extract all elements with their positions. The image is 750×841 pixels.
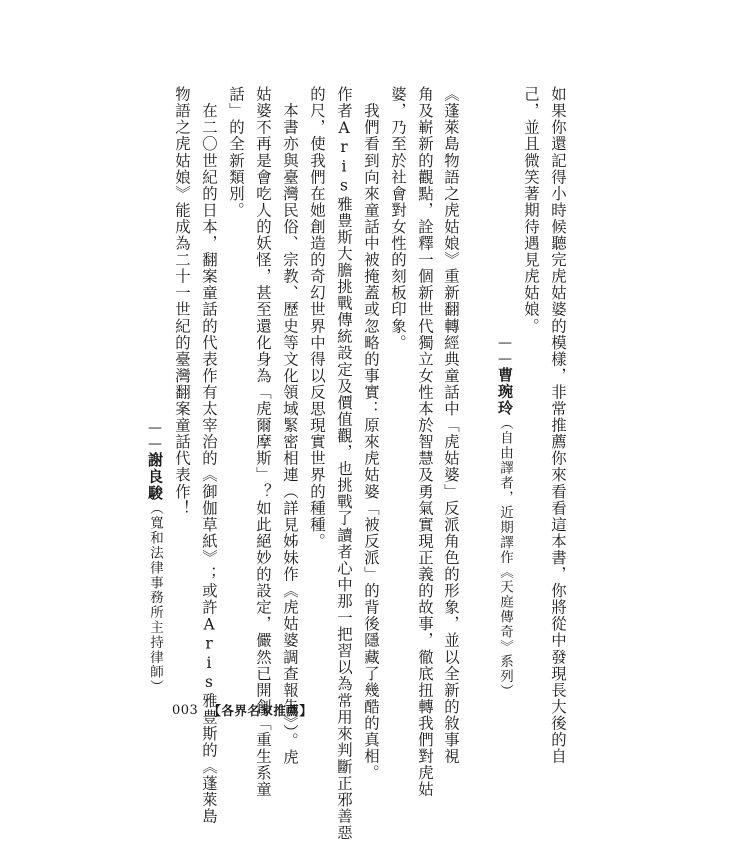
rec2-credit: [145, 420, 164, 695]
rec2-line-10: 在二〇世紀的日本，翻案童話的代表作有太宰治的《御伽草紙》；或許Aris雅豊斯的《蓬萊島: [200, 86, 218, 825]
rec1-credit-role: （自由譯者，近期譯作《天庭傳奇》系列）: [497, 415, 513, 700]
rec2-credit-role: （寬和法律事務所主持律師）: [147, 500, 163, 695]
rec2-line-4: 我們看到向來童話中被掩蓋或忽略的事實：原來虎姑婆「被反派」的背後隱藏了幾酷的真相。: [362, 86, 380, 782]
rec1-credit: [495, 335, 514, 699]
rec2-line-6: 的尺，使我們在她創造的奇幻世界中得以反思現實世界的種種。: [308, 86, 326, 550]
rec2-line-3: 婆，乃至於社會對女性的刻板印象。: [389, 86, 407, 351]
rec2-line-11: 物語之虎姑娘》能成為二十一世紀的臺灣翻案童話代表作！: [173, 86, 191, 517]
rec2-credit-dash: ——: [147, 420, 163, 452]
rec1-credit-dash: ——: [497, 335, 513, 367]
rec2-line-2: 角及嶄新的觀點，詮釋一個新世代獨立女性本於智慧及勇氣實現正義的故事，徹底扭轉我們對虎姑: [416, 86, 434, 798]
rec2-line-1: 《蓬萊島物語之虎姑娘》重新翻轉經典童話中「虎姑婆」反派角色的形象，並以全新的敘事視: [442, 86, 460, 765]
rec1-line-1: 如果你還記得小時候聽完虎姑婆的模樣，非常推薦你來看看這本書，你將從中發現長大後的自: [549, 86, 567, 765]
section-title: 【各界名家推薦】: [208, 703, 313, 718]
rec1-line-2: 己，並且微笑著期待遇見虎姑娘。: [522, 86, 540, 335]
rec1-credit-name: 曹琬玲: [496, 367, 514, 416]
rec2-line-8: 姑婆不再是會吃人的妖怪，甚至還化身為「虎爾摩斯」？如此絕妙的設定，儼然已開創「重生系童: [254, 86, 272, 798]
page-number: 003: [172, 702, 199, 718]
rec2-line-7: 本書亦與臺灣民俗、宗教、歷史等文化領域緊密相連（詳見姊妹作《虎姑婆調查報告》）。虎: [281, 86, 299, 766]
page-footer: [172, 700, 312, 720]
rec2-credit-name: 謝良駿: [146, 452, 164, 501]
rec2-line-9: 話」的全新類別。: [227, 86, 245, 219]
rec2-line-5: 作者Aris雅豊斯大膽挑戰傳統設定及價值觀，也挑戰了讀者心中那一把習以為常用來判斷正邪善惡: [335, 86, 353, 841]
